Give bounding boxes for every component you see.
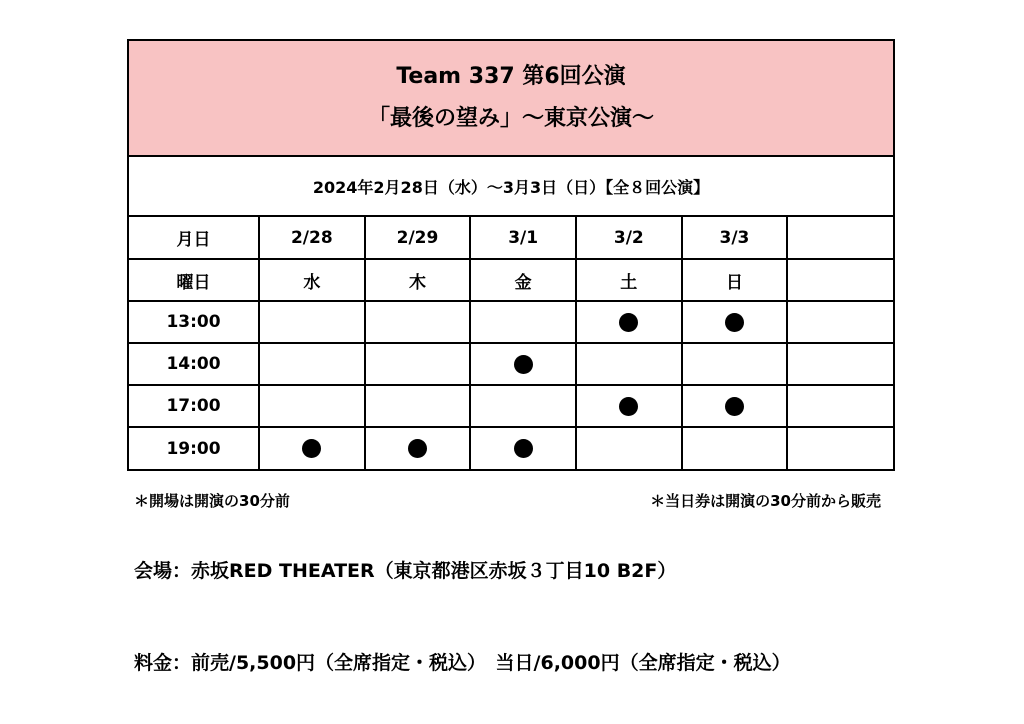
schedule-sheet (127, 39, 895, 471)
date-cell: 3/1 (470, 217, 576, 259)
weekday-cell: 金 (470, 259, 576, 301)
performance-dot-icon (619, 313, 638, 332)
price-info: 料金：前売/5,500円（全席指定・税込） 当日/6,000円（全席指定・税込） (134, 652, 791, 674)
performance-dot-icon (408, 439, 427, 458)
show-cell (576, 385, 682, 427)
time-row (129, 427, 893, 469)
weekday-cell: 水 (259, 259, 365, 301)
weekday-header-cell: 曜日 (129, 259, 259, 301)
performance-dot-icon (302, 439, 321, 458)
show-cell (787, 301, 893, 343)
time-row (129, 301, 893, 343)
show-cell (365, 385, 471, 427)
date-row (129, 217, 893, 259)
show-cell (576, 301, 682, 343)
time-row (129, 343, 893, 385)
weekday-cell: 日 (682, 259, 788, 301)
show-cell (470, 301, 576, 343)
performance-period: 2024年2月28日（水）～3月3日（日）【全８回公演】 (129, 157, 893, 217)
time-row (129, 385, 893, 427)
show-cell (682, 301, 788, 343)
show-cell (259, 385, 365, 427)
show-cell (259, 343, 365, 385)
show-cell (787, 343, 893, 385)
performance-dot-icon (725, 397, 744, 416)
title-line-2: 「最後の望み」～東京公演～ (367, 106, 654, 131)
performance-dot-icon (514, 439, 533, 458)
performance-dot-icon (725, 313, 744, 332)
show-cell (470, 427, 576, 469)
date-header-cell: 月日 (129, 217, 259, 259)
show-cell (787, 385, 893, 427)
performance-dot-icon (514, 355, 533, 374)
schedule-table (129, 217, 893, 469)
date-cell: 2/29 (365, 217, 471, 259)
time-cell: 13:00 (129, 301, 259, 343)
time-cell: 14:00 (129, 343, 259, 385)
date-cell: 2/28 (259, 217, 365, 259)
show-cell (576, 427, 682, 469)
date-cell: 3/3 (682, 217, 788, 259)
venue-info: 会場：赤坂RED THEATER（東京都港区赤坂３丁目10 B2F） (134, 560, 677, 582)
show-cell (787, 427, 893, 469)
date-cell (787, 217, 893, 259)
show-cell (470, 343, 576, 385)
time-cell: 19:00 (129, 427, 259, 469)
show-cell (682, 427, 788, 469)
time-cell: 17:00 (129, 385, 259, 427)
date-cell: 3/2 (576, 217, 682, 259)
performance-dot-icon (619, 397, 638, 416)
show-cell (682, 385, 788, 427)
show-cell (259, 427, 365, 469)
weekday-row (129, 259, 893, 301)
weekday-cell (787, 259, 893, 301)
door-ticket-note: ＊当日券は開演の30分前から販売 (650, 492, 881, 510)
title-header (129, 41, 893, 157)
show-cell (365, 343, 471, 385)
weekday-cell: 土 (576, 259, 682, 301)
show-cell (259, 301, 365, 343)
show-cell (365, 427, 471, 469)
title-line-1: Team 337 第6回公演 (396, 64, 626, 89)
show-cell (470, 385, 576, 427)
show-cell (682, 343, 788, 385)
weekday-cell: 木 (365, 259, 471, 301)
show-cell (576, 343, 682, 385)
opening-note: ＊開場は開演の30分前 (134, 492, 290, 510)
show-cell (365, 301, 471, 343)
